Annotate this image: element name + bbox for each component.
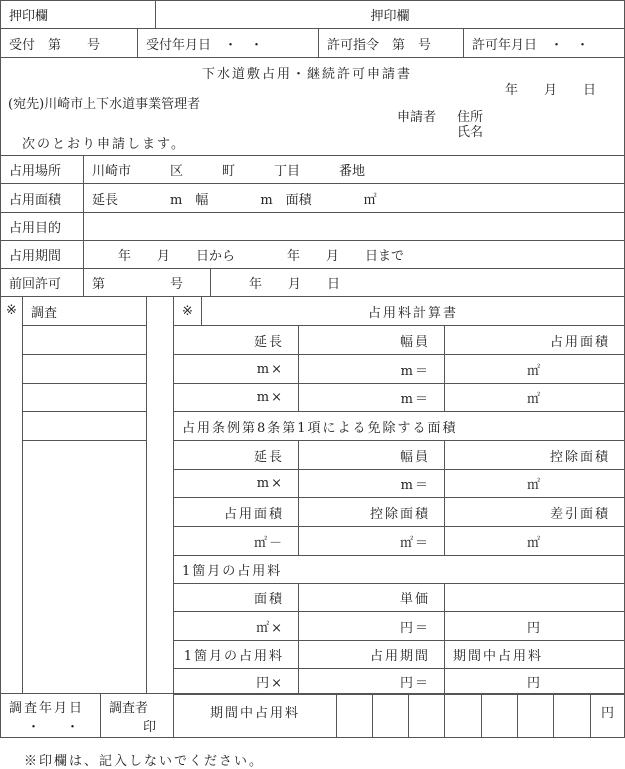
monthly-value-cell[interactable] [173,611,299,641]
applicant-label: 申請者 [397,110,437,125]
exempt-value-cell[interactable] [173,469,299,498]
permit-date-label: 許可年月日 ・ ・ [472,37,590,53]
stamp-label: 押印欄 [370,9,410,24]
calc-title: 占用料計算書 [367,305,458,321]
period-fee-label-cell [173,693,337,738]
period-fee-header-text: 占用期間 [369,649,430,664]
survey-date-cell[interactable] [0,693,101,738]
period-fee-header-text: 1箇月の占用料 [183,649,284,664]
exempt-header-text: 幅員 [399,449,430,465]
diff-header-text: 差引面積 [549,506,610,522]
permit-number-label: 許可指令 第 号 [327,37,432,53]
calc-value-cell[interactable] [444,383,625,412]
calc-header-cell [298,325,445,355]
exempt-header-text: 控除面積 [549,449,610,465]
exempt-value-cell[interactable] [298,469,445,498]
survey-cell[interactable] [22,354,147,384]
digit-cell[interactable] [444,693,482,738]
exempt-header-cell [444,440,625,470]
exempt-value-text: m＝ [400,478,430,493]
exempt-value-cell[interactable] [444,469,625,498]
calc-value-text: ㎡ [526,392,542,407]
area-field[interactable] [83,183,625,213]
diff-value-text: ㎡＝ [399,535,430,551]
permit-date-field[interactable] [463,28,625,58]
application-date[interactable]: 年 月 日 [505,83,597,98]
period-fee-header-cell [444,640,625,669]
survey-cell[interactable] [22,440,147,694]
calc-value-text: m× [256,390,284,405]
receipt-number-label: 受付 第 号 [9,37,101,53]
calc-mark-cell [173,296,202,326]
period-field[interactable] [83,240,625,269]
monthly-header-text: 単価 [399,592,430,607]
yen-unit: 円 [600,706,614,721]
monthly-value-cell[interactable] [298,611,445,641]
period-label-cell [0,240,84,269]
period-label: 占用期間 [9,249,62,264]
yen-cell [590,693,625,738]
purpose-field[interactable] [83,212,625,241]
surveyor-cell[interactable] [100,693,174,738]
footnote: ※印欄は、記入しないでください。 [24,754,265,769]
permit-number-field[interactable] [318,28,464,58]
diff-header-text: 占用面積 [223,506,284,522]
period-fee-value-cell[interactable] [444,668,625,695]
survey-date-label: 調査年月日 [9,700,85,716]
period-fee-value-text: 円 [526,676,542,691]
digit-cell[interactable] [481,693,518,738]
monthly-value-text: 円 [526,620,542,636]
calc-value-cell[interactable] [298,383,445,412]
addressee: (宛先)川崎市上下水道事業管理者 [8,97,201,112]
previous-date: 年 月 日 [249,277,341,292]
diff-header-cell [444,497,625,527]
period-fee-value-text: 円× [256,676,284,691]
monthly-title-text: 1箇月の占用料 [182,564,283,579]
calc-value-cell[interactable] [444,354,625,384]
survey-header [22,296,147,326]
surveyor-label: 調査者 [109,700,149,716]
digit-cell[interactable] [372,693,409,738]
spacer-column [146,296,174,694]
survey-mark-column [0,296,23,694]
exempt-value-text: m× [256,476,284,491]
location-label-cell [0,155,84,184]
period-fee-value-text: 円＝ [399,676,430,691]
seal-mark: 印 [143,719,157,735]
digit-cell[interactable] [517,693,554,738]
survey-cell[interactable] [22,411,147,441]
monthly-value-cell[interactable] [444,611,625,641]
calc-header-cell [173,325,299,355]
previous-label-cell [0,268,84,297]
previous-number-field[interactable] [83,268,211,297]
period-fee-label: 期間中占用料 [209,706,300,721]
statement: 次のとおり申請します。 [22,137,186,152]
calc-value-cell[interactable] [173,354,299,384]
area-value: 延長 m 幅 m 面積 ㎡ [92,192,377,208]
period-fee-value-cell[interactable] [173,668,299,695]
monthly-value-text: ㎡× [256,620,284,636]
name-label[interactable]: 氏名 [457,125,484,140]
survey-mark: ※ [6,303,17,318]
survey-cell[interactable] [22,383,147,412]
calc-value-cell[interactable] [173,383,299,412]
diff-value-cell[interactable] [173,526,299,556]
diff-value-text: ㎡－ [253,535,284,551]
location-value: 川崎市 区 町 丁目 番地 [92,164,366,179]
diff-header-text: 控除面積 [369,506,430,522]
monthly-value-text: 円＝ [399,620,430,636]
diff-header-cell [173,497,299,527]
area-label: 占用面積 [9,192,62,208]
calc-value-cell[interactable] [298,354,445,384]
diff-value-text: ㎡ [526,535,542,551]
exempt-header-cell [298,440,445,470]
receipt-date-label: 受付年月日 ・ ・ [146,37,264,53]
digit-cell[interactable] [408,693,445,738]
previous-number: 第 号 [92,277,184,292]
exempt-header-cell [173,440,299,470]
monthly-title-cell [173,555,625,584]
calc-value-text: ㎡ [526,363,542,379]
survey-date-dots: ・ ・ [27,719,80,735]
previous-date-field[interactable] [210,268,625,297]
location-field[interactable] [83,155,625,184]
purpose-label: 占用目的 [9,221,62,236]
calc-header-cell [444,325,625,355]
calc-header-text: 占用面積 [549,334,610,350]
calc-value-text: m＝ [400,363,430,379]
stamp-label: 押印欄 [9,9,49,24]
location-label: 占用場所 [9,164,62,179]
period-fee-header-cell [298,640,445,669]
stamp-field-left [0,0,156,29]
purpose-label-cell [0,212,84,241]
calc-mark: ※ [182,303,193,319]
monthly-header-cell [173,583,299,612]
exempt-title-cell [173,411,625,441]
diff-header-cell [298,497,445,527]
period-value: 年 月 日から 年 月 日まで [92,249,405,264]
calc-value-text: m＝ [400,392,430,407]
calc-title-cell [201,296,625,326]
monthly-header-cell [444,583,625,612]
address-label[interactable]: 住所 [457,110,484,125]
diff-value-cell[interactable] [444,526,625,556]
survey-label: 調査 [31,305,58,321]
diff-value-cell[interactable] [298,526,445,556]
calc-header-text: 延長 [253,334,284,350]
exempt-title-text: 占用条例第8条第1項による免除する面積 [182,420,458,436]
exempt-header-text: 延長 [253,449,284,465]
period-fee-value-cell[interactable] [298,668,445,695]
survey-cell[interactable] [22,325,147,355]
monthly-header-text: 面積 [253,592,284,607]
previous-label: 前回許可 [9,277,62,292]
period-fee-header-text: 期間中占用料 [453,649,544,664]
monthly-header-cell [298,583,445,612]
stamp-field-right [155,0,625,29]
calc-value-text: m× [256,361,284,377]
receipt-date-field[interactable] [137,28,319,58]
receipt-number-field[interactable] [0,28,138,58]
calc-header-text: 幅員 [399,334,430,350]
period-fee-header-cell [173,640,299,669]
form-title: 下水道敷占用・継続許可申請書 [202,67,413,82]
area-label-cell [0,183,84,213]
digit-cell[interactable] [336,693,373,738]
digit-cell[interactable] [553,693,591,738]
exempt-value-text: ㎡ [526,478,542,493]
